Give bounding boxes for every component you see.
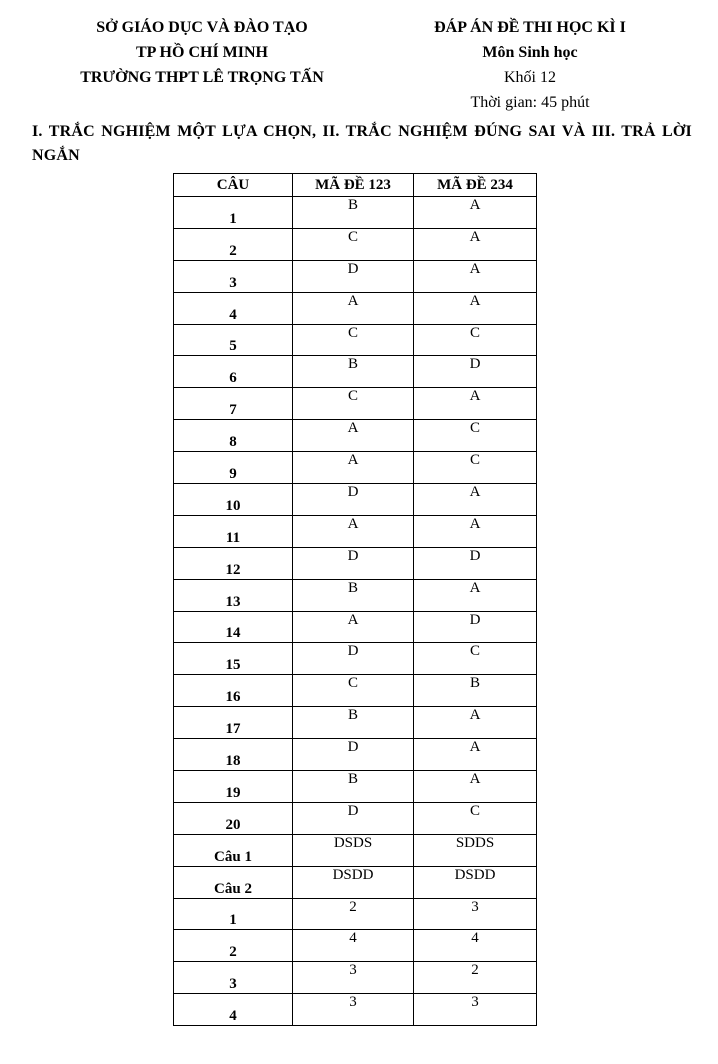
table-row <box>174 834 537 866</box>
answer-code-123: D <box>293 484 414 516</box>
answer-code-234: C <box>414 420 537 452</box>
table-row <box>174 515 537 547</box>
question-number: 3 <box>174 962 293 994</box>
table-row <box>174 292 537 324</box>
table-row <box>174 930 537 962</box>
column-header-code-123: MÃ ĐỀ 123 <box>293 174 414 197</box>
answer-code-234: A <box>414 707 537 739</box>
section-title: I. TRẮC NGHIỆM MỘT LỰA CHỌN, II. TRẮC NGHIỆM ĐÚNG SAI VÀ III. TRẢ LỜI NGẮN <box>32 123 692 164</box>
question-number: 19 <box>174 771 293 803</box>
table-row <box>174 356 537 388</box>
exam-header <box>400 15 660 115</box>
answer-code-234: A <box>414 484 537 516</box>
table-row <box>174 420 537 452</box>
table-row <box>174 579 537 611</box>
answer-code-234: A <box>414 515 537 547</box>
question-number: 2 <box>174 228 293 260</box>
question-number: 3 <box>174 260 293 292</box>
answer-code-234: 3 <box>414 994 537 1026</box>
question-number: 14 <box>174 611 293 643</box>
answer-code-123: B <box>293 197 414 229</box>
answer-code-234: D <box>414 611 537 643</box>
table-row <box>174 547 537 579</box>
question-number: Câu 1 <box>174 834 293 866</box>
question-number: 11 <box>174 515 293 547</box>
answer-code-234: C <box>414 324 537 356</box>
question-number: 10 <box>174 484 293 516</box>
table-row <box>174 675 537 707</box>
table-row <box>174 994 537 1026</box>
question-number: Câu 2 <box>174 866 293 898</box>
question-number: 16 <box>174 675 293 707</box>
table-row <box>174 228 537 260</box>
answer-code-123: D <box>293 739 414 771</box>
answer-code-234: A <box>414 292 537 324</box>
table-row <box>174 802 537 834</box>
school-header <box>52 15 352 90</box>
exam-grade: Khối 12 <box>504 69 556 86</box>
answer-code-234: B <box>414 675 537 707</box>
column-header-code-234: MÃ ĐỀ 234 <box>414 174 537 197</box>
table-row <box>174 898 537 930</box>
answer-code-123: A <box>293 515 414 547</box>
answer-key-table <box>173 173 537 1026</box>
table-row <box>174 452 537 484</box>
answer-code-123: A <box>293 452 414 484</box>
table-row <box>174 707 537 739</box>
exam-time: Thời gian: 45 phút <box>470 94 590 111</box>
answer-code-234: A <box>414 260 537 292</box>
answer-code-123: 3 <box>293 994 414 1026</box>
table-row <box>174 643 537 675</box>
answer-code-123: C <box>293 324 414 356</box>
answer-code-234: DSDD <box>414 866 537 898</box>
answer-code-234: SDDS <box>414 834 537 866</box>
question-number: 18 <box>174 739 293 771</box>
answer-code-234: D <box>414 547 537 579</box>
table-row <box>174 260 537 292</box>
question-number: 8 <box>174 420 293 452</box>
answer-code-234: A <box>414 228 537 260</box>
question-number: 12 <box>174 547 293 579</box>
answer-code-234: D <box>414 356 537 388</box>
answer-code-234: A <box>414 388 537 420</box>
answer-code-123: D <box>293 547 414 579</box>
answer-code-123: C <box>293 388 414 420</box>
question-number: 7 <box>174 388 293 420</box>
table-row <box>174 324 537 356</box>
exam-title: ĐÁP ÁN ĐỀ THI HỌC KÌ I <box>434 19 626 36</box>
answer-code-123: D <box>293 643 414 675</box>
answer-code-123: 2 <box>293 898 414 930</box>
answer-code-234: C <box>414 452 537 484</box>
question-number: 2 <box>174 930 293 962</box>
table-row <box>174 611 537 643</box>
answer-code-234: C <box>414 643 537 675</box>
city-name: TP HỒ CHÍ MINH <box>135 44 268 61</box>
table-row <box>174 866 537 898</box>
question-number: 5 <box>174 324 293 356</box>
answer-code-123: DSDS <box>293 834 414 866</box>
table-row <box>174 197 537 229</box>
column-header-question: CÂU <box>174 174 293 197</box>
answer-code-123: A <box>293 611 414 643</box>
question-number: 9 <box>174 452 293 484</box>
question-number: 4 <box>174 994 293 1026</box>
answer-code-123: B <box>293 356 414 388</box>
answer-code-234: C <box>414 802 537 834</box>
answer-code-234: 4 <box>414 930 537 962</box>
question-number: 17 <box>174 707 293 739</box>
question-number: 6 <box>174 356 293 388</box>
question-number: 15 <box>174 643 293 675</box>
answer-code-123: B <box>293 771 414 803</box>
department-name: SỞ GIÁO DỤC VÀ ĐÀO TẠO <box>96 19 308 36</box>
table-row <box>174 484 537 516</box>
answer-code-123: 4 <box>293 930 414 962</box>
question-number: 1 <box>174 898 293 930</box>
answer-code-234: A <box>414 771 537 803</box>
table-row <box>174 771 537 803</box>
answer-code-234: A <box>414 739 537 771</box>
answer-code-123: D <box>293 802 414 834</box>
answer-code-123: C <box>293 228 414 260</box>
table-row <box>174 962 537 994</box>
answer-code-234: 2 <box>414 962 537 994</box>
question-number: 4 <box>174 292 293 324</box>
answer-code-123: B <box>293 579 414 611</box>
answer-code-234: 3 <box>414 898 537 930</box>
school-name: TRƯỜNG THPT LÊ TRỌNG TẤN <box>80 69 324 86</box>
table-row <box>174 739 537 771</box>
answer-code-234: A <box>414 197 537 229</box>
question-number: 13 <box>174 579 293 611</box>
question-number: 1 <box>174 197 293 229</box>
answer-code-234: A <box>414 579 537 611</box>
question-number: 20 <box>174 802 293 834</box>
table-row <box>174 388 537 420</box>
answer-code-123: DSDD <box>293 866 414 898</box>
table-header-row <box>174 174 537 197</box>
answer-code-123: C <box>293 675 414 707</box>
answer-code-123: B <box>293 707 414 739</box>
answer-code-123: A <box>293 420 414 452</box>
answer-code-123: D <box>293 260 414 292</box>
answer-code-123: 3 <box>293 962 414 994</box>
answer-code-123: A <box>293 292 414 324</box>
exam-subject: Môn Sinh học <box>482 44 578 61</box>
